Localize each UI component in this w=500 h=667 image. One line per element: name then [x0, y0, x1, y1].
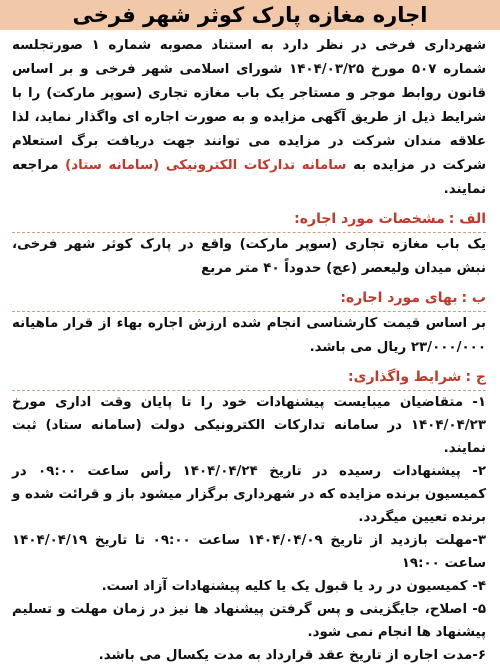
- section-a-letter: الف :: [448, 211, 486, 227]
- intro-text-end: مراجعه نمایند.: [12, 158, 486, 197]
- section-b-letter: ب :: [461, 290, 486, 306]
- section-c-heading: [12, 366, 486, 388]
- section-c-letter: ج :: [465, 369, 486, 385]
- section-b-title: بهای مورد اجاره:: [340, 290, 458, 306]
- section-a-heading: [12, 208, 486, 230]
- notice-title: اجاره مغازه پارک کوثر شهر فرخی: [72, 3, 428, 27]
- condition-item: ۳-مهلت بازدید از تاریخ ۱۴۰۴/۰۴/۰۹ ساعت ۰۹:۰۰ تا تاریخ ۱۴۰۴/۰۴/۱۹ ساعت ۱۹:۰۰: [12, 533, 486, 571]
- section-b-heading: [12, 287, 486, 309]
- section-b-body: بر اساس قیمت کارشناسی انجام شده ارزش اجاره بهاء از قرار ماهیانه ۲۳/۰۰۰/۰۰۰ ریال می باشد.: [12, 316, 486, 355]
- section-a-body: یک باب مغازه تجاری (سوپر مارکت) واقع در پارک کوثر شهر فرخی، نبش میدان ولیعصر (عج) حدوداً ۴۰ متر مربع: [12, 237, 486, 276]
- section-a-title: مشخصات مورد اجاره:: [294, 211, 445, 227]
- condition-item: ۵- اصلاح، جایگزینی و پس گرفتن پیشنهاد ها نیز در زمان مهلت و تسلیم پیشنهاد ها انجام نمی شود.: [12, 602, 486, 640]
- condition-item: ۴- کمیسیون در رد یا قبول یک یا کلیه پیشنهادات آزاد است.: [101, 579, 486, 594]
- title-bar: [0, 0, 500, 30]
- intro-text: شهرداری فرخی در نظر دارد به استناد مصوبه شماره ۱ صورتجلسه شماره ۵۰۷ مورخ ۱۴۰۴/۰۳/۲۵ شورای اسلامی شهر فرخی و بر اساس قانون روابط موجر و مستاجر یک باب مغازه تجاری (سوپر مارکت) را با شرایط ذیل از طریق آگهی مزایده و به صورت اجاره ای واگذار نماید، لذا علاقه مندان شرکت در مزایده می توانند جهت دریافت برگ استعلام شرکت در مزایده به: [12, 38, 486, 173]
- intro-paragraph: [12, 34, 486, 202]
- condition-item: ۱- متقاضیان میبایست پیشنهادات خود را تا پایان وقت اداری مورخ ۱۴۰۴/۰۴/۲۳ در سامانه تدارکات الکترونیکی دولت (سامانه ستاد) ثبت نمایند.: [12, 395, 486, 456]
- setad-system-link[interactable]: سامانه تدارکات الکترونیکی (سامانه ستاد): [65, 158, 347, 173]
- condition-item: ۶-مدت اجاره از تاریخ عقد قرارداد به مدت یکسال می باشد.: [98, 648, 486, 663]
- condition-item: ۲- پیشنهادات رسیده در تاریخ ۱۴۰۴/۰۴/۲۴ رأس ساعت ۰۹:۰۰ در کمیسیون برنده مزایده که در شهرداری برگزار میشود باز و قرائت شده و برنده تعیین میگردد.: [12, 464, 486, 525]
- section-c-title: شرایط واگذاری:: [348, 369, 462, 385]
